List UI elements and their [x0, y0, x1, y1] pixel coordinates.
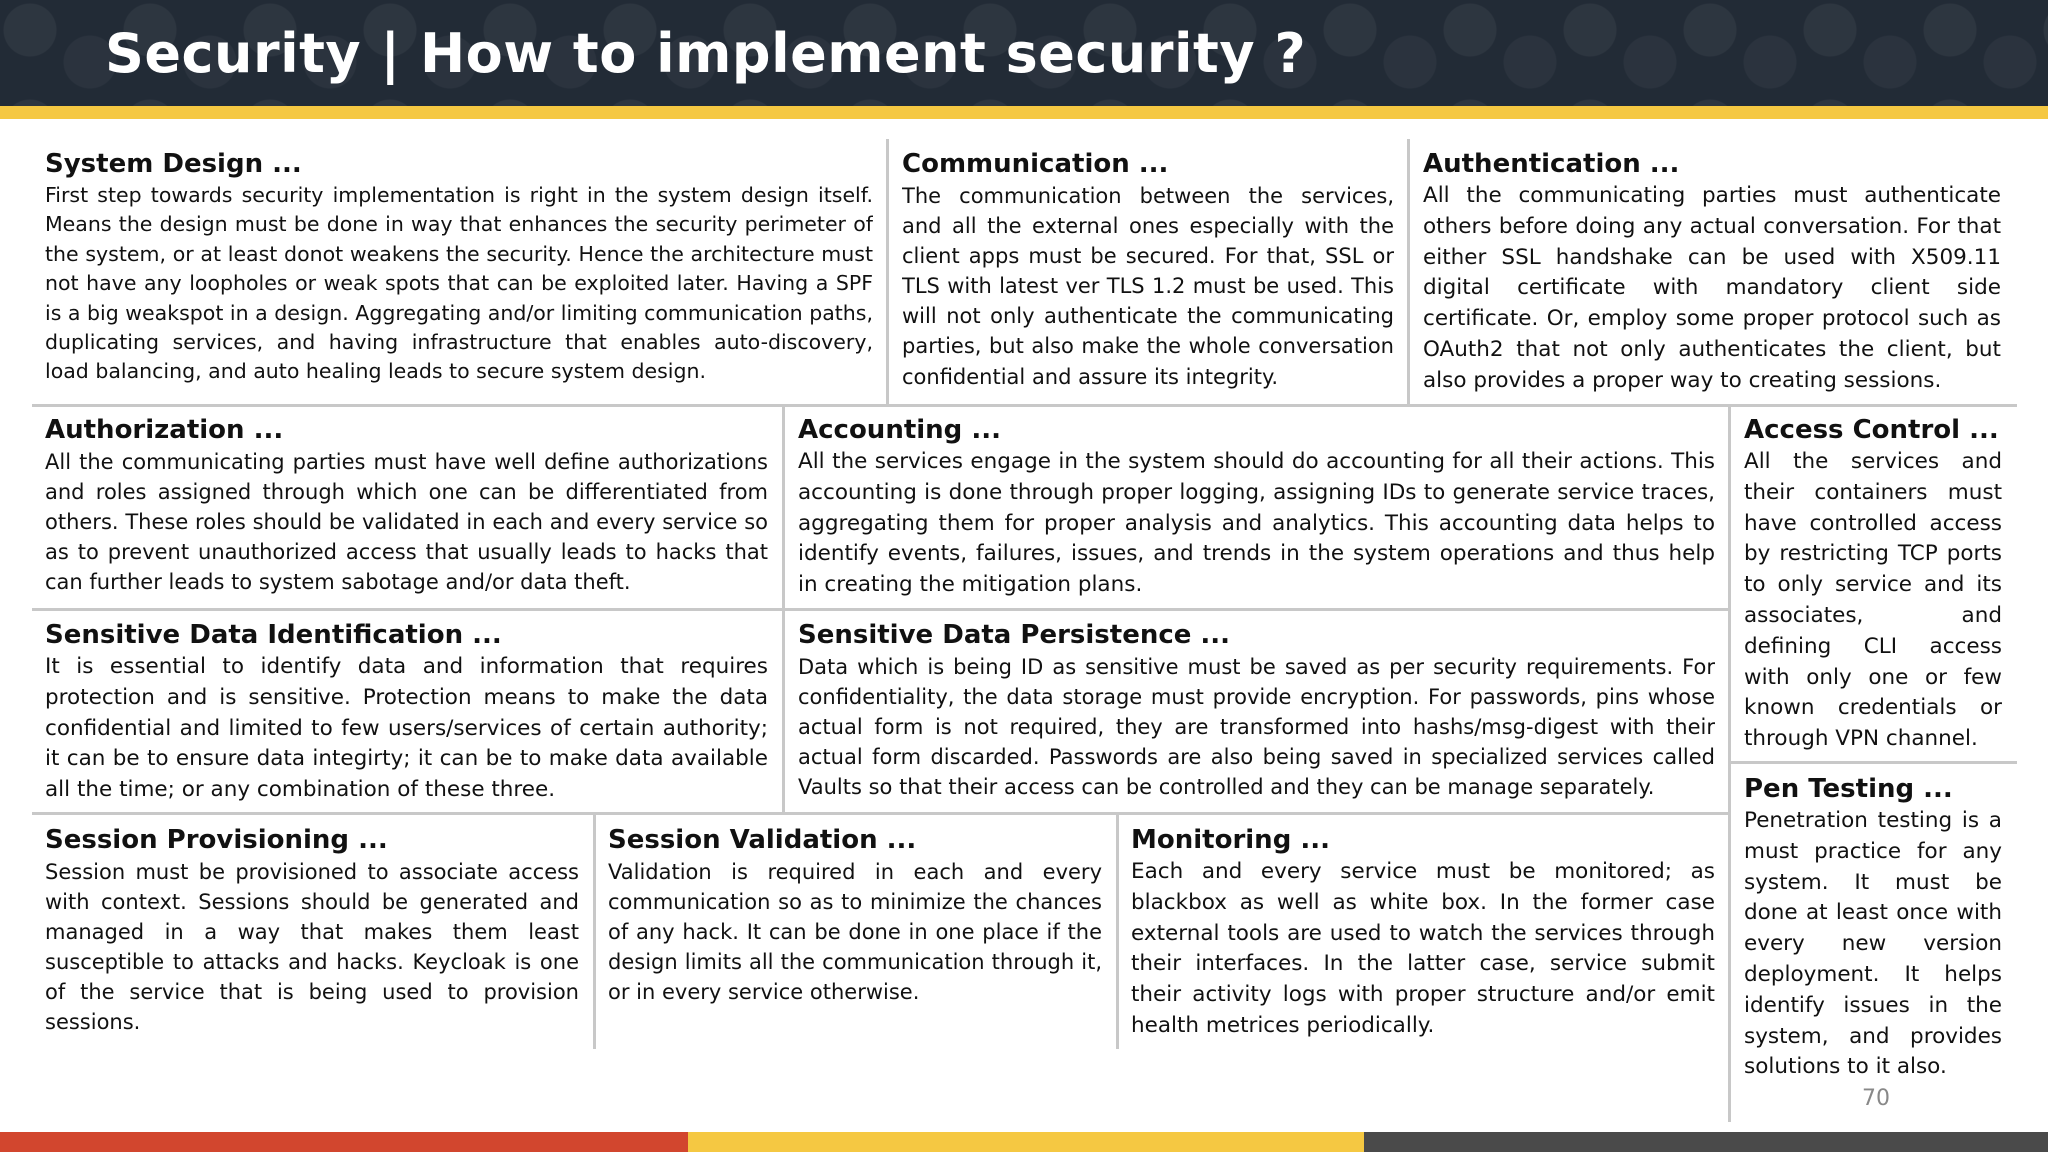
panel-title: Pen Testing ... — [1744, 774, 1953, 804]
panel-body: All the services engage in the system should do accounting for all their actions. This accounting is done through proper logging, assigning IDs to generate service traces, aggregating them for proper analysis and analytics. This accounting data helps to identify events, failures, issues, and trends in the system operations and thus help in creating the mitigation plans. — [798, 449, 1715, 598]
panel-title: Session Validation ... — [608, 825, 917, 855]
panel-sensitive-data-persistence — [798, 618, 1715, 810]
divider — [593, 812, 596, 1049]
panel-body: All the communicating parties must have well define authorizations and roles assigned through which one can be differentiated from others. These roles should be validated in each and every service so as to prevent unauthorized access that usually leads to hacks that can further leads to system sabotage and/or data theft. — [45, 450, 768, 595]
panel-body: Penetration testing is a must practice for any system. It must be done at least once with every new version deployment. It helps identify issues in the system, and provides solutions to it also. — [1744, 808, 2002, 1080]
panel-body: Session must be provisioned to associate access with context. Sessions should be generated and managed in a way that makes them least susceptible to attacks and hacks. Keycloak is one of the service that is being used to provision sessions. — [45, 860, 579, 1035]
divider — [886, 139, 889, 404]
divider — [32, 404, 2017, 407]
panel-body: The communication between the services, and all the external ones especially with the client apps must be secured. For that, SSL or TLS with latest ver TLS 1.2 must be used. This will not only authenticate the communicating parties, but also make the whole conversation confidential and assure its integrity. — [902, 184, 1394, 389]
panel-pen-testing — [1744, 772, 2002, 1086]
panel-body: First step towards security implementation is right in the system design itself. Means the design must be done in way that enhances the security perimeter of the system, or at least donot weakens the security. Hence the architecture must not have any loopholes or weak spots that can be exploited later. Having a SPF is a big weakspot in a design. Aggregating and/or limiting communication paths, duplicating services, and having infrastructure that enables auto-discovery, load balancing, and auto healing leads to secure system design. — [45, 183, 873, 384]
header-accent-stripe — [0, 106, 2048, 119]
panel-session-provisioning — [45, 823, 579, 1038]
panel-access-control — [1744, 413, 2002, 758]
page-number: 70 — [1862, 1086, 1890, 1111]
panel-system-design — [45, 147, 873, 397]
panel-title: Access Control ... — [1744, 415, 1999, 445]
panel-body: All the services and their containers must have controlled access by restricting TCP ports to only service and its associates, and defining CLI access with only one or few known credentials or through VPN channel. — [1744, 449, 2002, 752]
panel-body: It is essential to identify data and information that requires protection and is sensitive. Protection means to make the data confidential and limited to few users/services of certain authority; it can be to ensure data integirty; it can be to make data available all the time; or any combination of these three. — [45, 654, 768, 803]
panel-session-validation — [608, 823, 1102, 1038]
divider — [1407, 139, 1410, 404]
divider — [1728, 761, 2017, 764]
panel-body: All the communicating parties must authenticate others before doing any actual conversation. For that either SSL handshake can be used with X509.11 digital certificate with mandatory client side certificate. Or, employ some proper protocol such as OAuth2 that not only authenticates the client, but also provides a proper way to creating sessions. — [1423, 183, 2001, 393]
panel-body: Validation is required in each and every communication so as to minimize the chances of any hack. It can be done in one place if the design limits all the communication through it, or in every service otherwise. — [608, 860, 1102, 1005]
divider — [32, 608, 1729, 611]
panel-title: Sensitive Data Persistence ... — [798, 620, 1231, 650]
panel-authorization — [45, 413, 768, 605]
header-bar — [0, 0, 2048, 106]
panel-title: Communication ... — [902, 149, 1169, 179]
panel-title: Sensitive Data Identification ... — [45, 620, 502, 650]
panel-sensitive-data-identification — [45, 618, 768, 810]
divider — [32, 812, 1729, 815]
panel-title: Authentication ... — [1423, 149, 1680, 179]
panel-monitoring — [1131, 823, 1715, 1053]
footer-bar-red — [0, 1132, 688, 1152]
panel-title: Monitoring ... — [1131, 825, 1330, 855]
panel-title: Session Provisioning ... — [45, 825, 388, 855]
footer-bar-gray — [1364, 1132, 2048, 1152]
panel-title: System Design ... — [45, 149, 302, 179]
panel-title: Authorization ... — [45, 415, 284, 445]
divider — [1116, 812, 1119, 1049]
panel-body: Each and every service must be monitored; as blackbox as well as white box. In the former case external tools are used to watch the services through their interfaces. In the latter case, service submit their activity logs with proper structure and/or emit health metrices periodically. — [1131, 859, 1715, 1038]
footer-bar-yellow — [688, 1132, 1364, 1152]
panel-communication — [902, 147, 1394, 397]
panel-body: Data which is being ID as sensitive must be saved as per security requirements. For confidentiality, the data storage must provide encryption. For passwords, pins whose actual form is not required, they are transformed into hashs/msg-digest with their actual form discarded. Passwords are also being saved in specialized services called Vaults so that their access can be controlled and they can be manage separately. — [798, 655, 1715, 800]
panel-title: Accounting ... — [798, 415, 1001, 445]
panel-accounting — [798, 413, 1715, 605]
panel-authentication — [1423, 147, 2001, 397]
slide-title: Security | How to implement security ? — [105, 22, 1307, 85]
